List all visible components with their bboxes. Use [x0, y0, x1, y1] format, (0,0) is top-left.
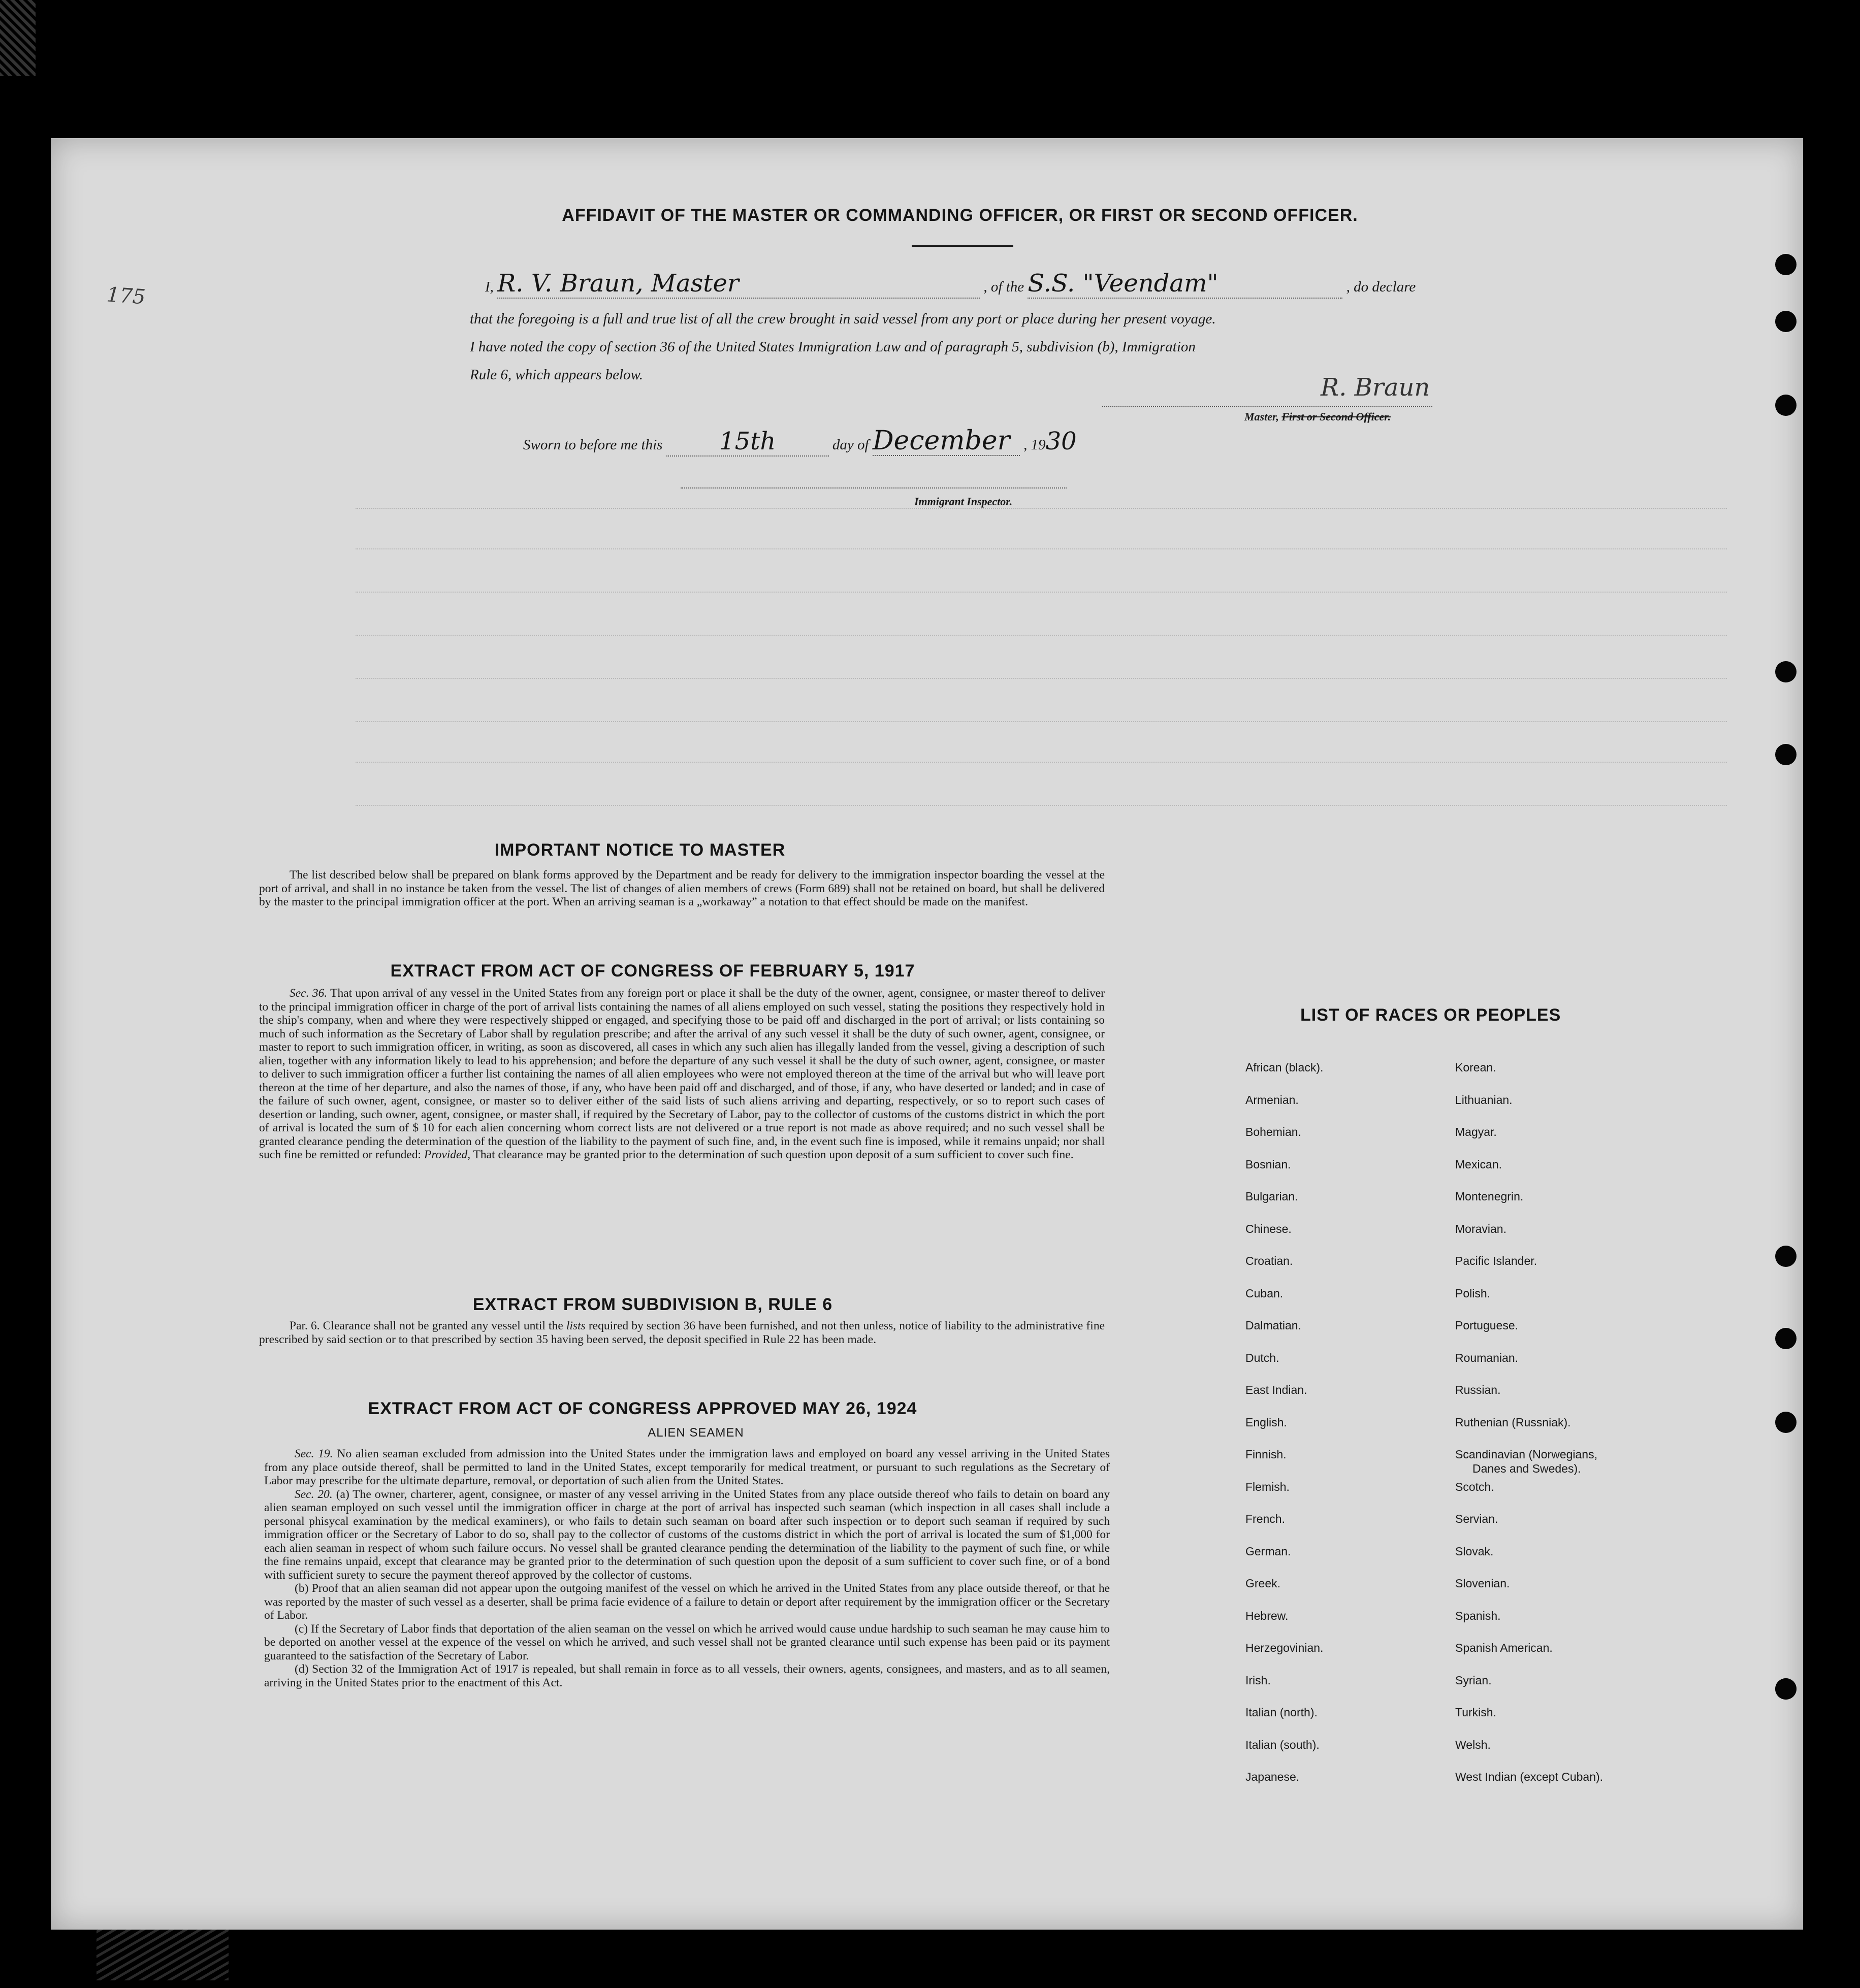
- races-title: LIST OF RACES OR PEOPLES: [1300, 1005, 1561, 1025]
- punch-hole-2: [1775, 311, 1797, 332]
- punch-hole-4: [1775, 661, 1797, 682]
- sec20d-paragraph: (d) Section 32 of the Immigration Act of 1917 is repealed, but shall remain in force as to all vessels, their owners, agents, consignees, and masters, and as to all seamen, arriving in the United States prior to the enactment of this Act.: [264, 1663, 1110, 1689]
- do-declare-label: , do declare: [1346, 279, 1416, 295]
- rule6-text-b: required by section 36 have been furnished, and not then unless, notice of liability to the administrative fine prescribed by said section or to that prescribed by section 35 having been served, the deposit specified in Rule 22 has been made.: [259, 1319, 1105, 1346]
- race-item: Chinese.: [1245, 1222, 1292, 1235]
- rule6-paragraph: [259, 1319, 1105, 1346]
- race-item: Bosnian.: [1245, 1157, 1291, 1171]
- day-of-label: day of: [832, 437, 869, 453]
- extract-1917-text: [259, 987, 1105, 1162]
- film-edge-artifact: [0, 0, 36, 76]
- film-edge-artifact-bottom: [97, 1930, 229, 1980]
- race-item: Mexican.: [1455, 1157, 1502, 1171]
- race-item: Russian.: [1455, 1383, 1501, 1396]
- rule6-text: [259, 1319, 1105, 1346]
- race-item: Spanish.: [1455, 1609, 1501, 1622]
- race-item: Dalmatian.: [1245, 1319, 1301, 1332]
- race-item: Polish.: [1455, 1286, 1491, 1300]
- inspector-line: [681, 487, 1067, 488]
- sec36-paragraph: [259, 987, 1105, 1162]
- sig-struck-label: First or Second Officer.: [1281, 410, 1391, 423]
- sec36-text-2: That clearance may be granted prior to the determination of such question upon deposit of a sum sufficient to cover such fine.: [473, 1148, 1074, 1161]
- sec20a-paragraph: [264, 1488, 1110, 1582]
- punch-hole-3: [1775, 395, 1797, 416]
- sec20b-paragraph: (b) Proof that an alien seaman did not appear upon the outgoing manifest of the vessel on which he arrived in the United States from any place outside thereof, or that he was reported by the master of such vessel as a deserter, shall be prima facie evidence of a failure to detain or deport after requirement by the immigration officer or the Secretary of Labor.: [264, 1582, 1110, 1622]
- sworn-month: December: [873, 427, 1020, 456]
- race-item: Lithuanian.: [1455, 1093, 1513, 1106]
- race-item: Korean.: [1455, 1061, 1496, 1074]
- race-item: Slovak.: [1455, 1544, 1494, 1558]
- rule6-title: EXTRACT FROM SUBDIVISION B, RULE 6: [472, 1295, 833, 1314]
- sec36-label: Sec. 36.: [290, 987, 328, 1000]
- race-item: English.: [1245, 1415, 1287, 1429]
- sec19-label: Sec. 19.: [295, 1447, 333, 1460]
- notice-title: IMPORTANT NOTICE TO MASTER: [494, 840, 786, 860]
- extract-1924-title: EXTRACT FROM ACT OF CONGRESS APPROVED MAY 26, 1924: [368, 1399, 917, 1418]
- race-item: Magyar.: [1455, 1125, 1497, 1138]
- race-item: Portuguese.: [1455, 1319, 1519, 1332]
- race-item: Bulgarian.: [1245, 1190, 1298, 1203]
- race-item: Cuban.: [1245, 1286, 1284, 1300]
- race-item: Ruthenian (Russniak).: [1455, 1415, 1571, 1429]
- rule6-text-a: Par. 6. Clearance shall not be granted any vessel until the: [290, 1319, 563, 1332]
- notice-paragraph: The list described below shall be prepared on blank forms approved by the Department and be ready for delivery to the immigration inspector boarding the vessel at the port of arrival, and shall in no instance be taken from the vessel. The list of changes of alien members of crews (Form 689) shall not be retained on board, but shall be delivered by the master to the principal immigration officer at the port. When an arriving seaman is a „workaway” a notation to that effect should be made on the manifest.: [259, 868, 1105, 908]
- race-item: Italian (south).: [1245, 1738, 1320, 1751]
- declaration-line-4: Rule 6, which appears below.: [470, 367, 643, 383]
- year-suffix: 30: [1045, 427, 1077, 455]
- sec20c-paragraph: (c) If the Secretary of Labor finds that deportation of the alien seaman on the vessel on which he arrived would cause undue hardship to such seaman he may cause him to be deported on another vessel at the expence of the vessel on which he arrived, and such vessel shall not be granted clearance until such expense has been paid or its payment guaranteed to the satisfaction of the Secretary of Labor.: [264, 1622, 1110, 1663]
- sec36-text: That upon arrival of any vessel in the United States from any foreign port or place it shall be the duty of the owner, agent, consignee, or master thereof to deliver to the principal immigration officer in charge of the port of arrival lists containing the names of all aliens employed on such vessel, stating the positions they respectively hold in the ship's company, when and where they were respectively shipped or engaged, and specifying those to be paid off and discharged in the port of arrival; or lists containing so much of such information as the Secretary of Labor shall by regulation prescribe; and after the arrival of any such vessel it shall be the duty of such owner, agent, consignee, or master to report to such immigration officer, in writing, as soon as discovered, all cases in which any such alien has illegally landed from the vessel, giving a description of such alien, together with any information likely to lead to his apprehension; and before the departure of any such vessel it shall be the duty of such owner, agent, consignee, or master to deliver to such immigration officer a further list containing the names of all alien employees who were not employed thereon at the time of the arrival but who will leave port thereon at the time of her departure, and also the names of those, if any, who have been paid off and discharged, and of those, if any, who have deserted or landed; and in case of the failure of such owner, agent, consignee, or master so to deliver either of the said lists of such aliens arriving and departing, respectively, or so to report such cases of desertion or landing, such owner, agent, consignee, or master shall, if required by the Secretary of Labor, pay to the collector of customs of the customs district in which the port of arrival is located the sum of $ 10 for each alien concerning whom correct lists are not delivered or a true report is not made as above required; and no such vessel shall be granted clearance pending the determination of the question of the liability to the payment of such fine, and, in the event such fine is imposed, while it remains unpaid; nor shall such fine be remitted or refunded:: [259, 987, 1105, 1161]
- extract-1917-title: EXTRACT FROM ACT OF CONGRESS OF FEBRUARY 5, 1917: [390, 961, 915, 981]
- i-label: I,: [485, 279, 494, 295]
- master-name: R. V. Braun, Master: [497, 269, 980, 299]
- race-item: Danes and Swedes).: [1472, 1462, 1581, 1475]
- race-item: German.: [1245, 1544, 1291, 1558]
- year-prefix: , 19: [1023, 437, 1046, 453]
- sec20-label: Sec. 20.: [295, 1487, 333, 1501]
- punch-hole-7: [1775, 1328, 1797, 1349]
- affidavit-title: AFFIDAVIT OF THE MASTER OR COMMANDING OFFICER, OR FIRST OR SECOND OFFICER.: [562, 206, 1358, 225]
- race-item: Moravian.: [1455, 1222, 1506, 1235]
- race-item: French.: [1245, 1512, 1285, 1525]
- punch-hole-6: [1775, 1246, 1797, 1267]
- race-item: Servian.: [1455, 1512, 1498, 1525]
- sec20a-text: (a) The owner, charterer, agent, consignee, or master of any vessel arriving in the United States from any place outside thereof who fails to detain on board any alien seaman employed on such vessel until the immigration officer in charge at the port of arrival has inspected such seaman (which inspection in all cases shall include a personal phisycal examination by the medical examiners), or who fails to detain such seaman on board after such inspection or to deport such seaman if required by such immigration officer or the Secretary of Labor to do so, shall pay to the collector of customs of the customs district in which the port of arrival is located the sum of $1,000 for each alien seaman in respect of whom such failure occurs. No vessel shall be granted clearance pending the determination of the liability to the payment of such fine, or while the fine remains unpaid, except that clearance may be granted prior to the determination of such question upon the deposit of a sum sufficient to cover such fine, or of a bond with sufficient surety to secure the payment thereof approved by the collector of customs.: [264, 1487, 1110, 1582]
- margin-number: 175: [106, 283, 146, 309]
- races-right-column: [1455, 1060, 1709, 1802]
- punch-hole-1: [1775, 254, 1797, 275]
- race-item: Italian (north).: [1245, 1706, 1318, 1719]
- extract-1924-text: [264, 1447, 1110, 1689]
- sworn-prefix: Sworn to before me this: [523, 437, 663, 453]
- race-item: Dutch.: [1245, 1351, 1279, 1364]
- race-item: Turkish.: [1455, 1706, 1496, 1719]
- inspector-label: Immigrant Inspector.: [914, 495, 1013, 508]
- race-item: Japanese.: [1245, 1770, 1300, 1783]
- sec19-paragraph: [264, 1447, 1110, 1488]
- punch-hole-5: [1775, 744, 1797, 765]
- race-item: Scandinavian (Norwegians,: [1455, 1448, 1597, 1461]
- race-item: Slovenian.: [1455, 1577, 1510, 1590]
- race-item: Croatian.: [1245, 1254, 1293, 1267]
- sworn-line: [523, 427, 1285, 459]
- races-left-column: [1245, 1060, 1449, 1802]
- race-item: Flemish.: [1245, 1480, 1290, 1493]
- sig-master-label: Master,: [1244, 410, 1279, 423]
- race-item: Herzegovinian.: [1245, 1641, 1324, 1654]
- race-item: Armenian.: [1245, 1093, 1299, 1106]
- sec36-provided: Provided,: [424, 1148, 471, 1161]
- title-rule: [912, 245, 1013, 247]
- sec19-text: No alien seaman excluded from admission into the United States under the immigration laws and employed on board any vessel arriving in the United States from any place outside thereof, shall be permitted to land in the United States, except temporarily for medical treatment, or pursuant to such regulations as the Secretary of Labor may prescribe for the ultimate departure, removal, or deportation of such alien from the United States.: [264, 1447, 1110, 1487]
- race-item: Syrian.: [1455, 1673, 1492, 1687]
- declaration-line-1: [485, 269, 1745, 300]
- punch-hole-10: [1775, 1678, 1797, 1700]
- sworn-day: 15th: [666, 427, 829, 457]
- race-item: Montenegrin.: [1455, 1190, 1524, 1203]
- declaration-line-2: that the foregoing is a full and true list of all the crew brought in said vessel from any port or place during her present voyage.: [470, 311, 1216, 327]
- vessel-name: S.S. "Veendam": [1028, 269, 1342, 299]
- race-item: Irish.: [1245, 1673, 1271, 1687]
- race-item: Finnish.: [1245, 1448, 1287, 1461]
- signature-caption: [1244, 410, 1391, 423]
- race-item: Greek.: [1245, 1577, 1281, 1590]
- notice-text: [259, 868, 1105, 909]
- signature-line: [1102, 406, 1432, 407]
- race-item: Spanish American.: [1455, 1641, 1553, 1654]
- master-signature: R. Braun: [1321, 373, 1430, 402]
- race-item: Hebrew.: [1245, 1609, 1289, 1622]
- race-item: African (black).: [1245, 1061, 1324, 1074]
- race-item: Roumanian.: [1455, 1351, 1519, 1364]
- punch-hole-8: [1775, 1412, 1797, 1433]
- rule6-lists: lists: [566, 1319, 586, 1332]
- alien-seamen-subtitle: ALIEN SEAMEN: [648, 1426, 744, 1440]
- race-item: Scotch.: [1455, 1480, 1494, 1493]
- race-item: Welsh.: [1455, 1738, 1491, 1751]
- race-item: Pacific Islander.: [1455, 1254, 1537, 1267]
- race-item: West Indian (except Cuban).: [1455, 1770, 1604, 1783]
- race-item: Bohemian.: [1245, 1125, 1301, 1138]
- declaration-line-3: I have noted the copy of section 36 of the United States Immigration Law and of paragraph 5, subdivision (b), Immigration: [470, 339, 1196, 355]
- of-the-label: , of the: [983, 279, 1024, 295]
- race-item: East Indian.: [1245, 1383, 1307, 1396]
